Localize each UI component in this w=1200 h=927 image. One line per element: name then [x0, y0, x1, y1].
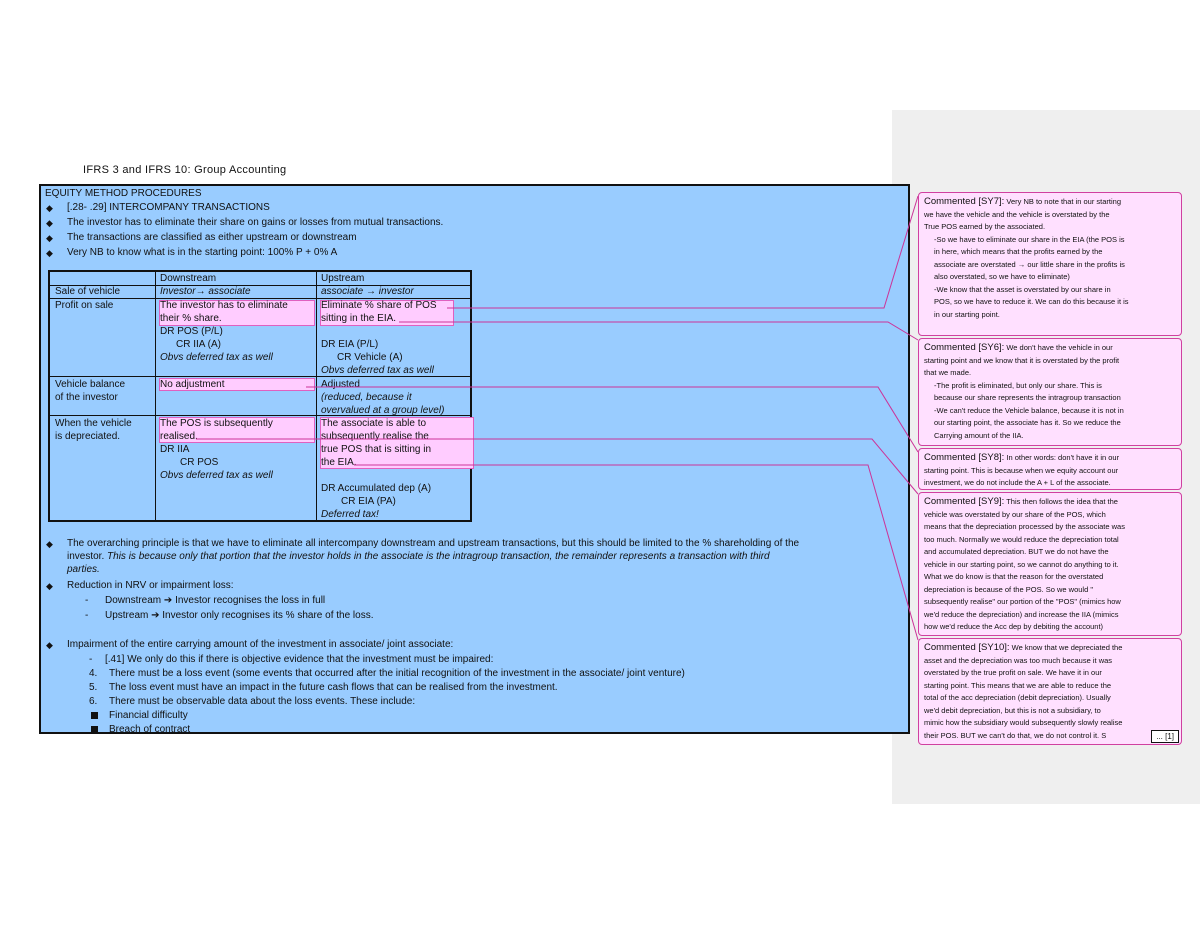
comment-text: too much. Normally we would reduce the depreciation total — [924, 534, 1119, 544]
balance-upstream: Adjusted — [321, 379, 360, 390]
row-label-sale: Sale of vehicle — [55, 286, 121, 297]
comment-text: our starting point, the associate has it. So we reduce the — [934, 418, 1121, 427]
comment-text: in here, which means that the profits earned by the — [934, 247, 1103, 256]
connector-line — [447, 196, 918, 308]
impairment-objective-evidence: [.41] We only do this if there is objective evidence that the investment must be impaired: — [105, 654, 494, 665]
comment-title: Commented [SY9]: — [924, 496, 1005, 507]
dash-marker: - — [85, 610, 89, 621]
depr-down-text: realised. — [160, 431, 198, 442]
depr-up-text: subsequently realise the — [321, 431, 429, 442]
impairment-sub-item: Breach of contract — [109, 724, 191, 735]
connector-line — [306, 387, 918, 452]
bullet-intercompany: [.28- .29] INTERCOMPANY TRANSACTIONS — [67, 202, 270, 213]
comment-text: we have the vehicle and the vehicle is overstated by the — [924, 209, 1110, 219]
comment-sy8[interactable] — [918, 448, 1182, 490]
comment-text: This then follows the idea that the — [1006, 497, 1118, 506]
list-number: 4. — [89, 668, 98, 679]
comment-sy6[interactable] — [918, 338, 1182, 446]
comment-text: that we made. — [924, 368, 972, 377]
connector-line — [354, 465, 918, 640]
bullet-icon: ◆ — [46, 203, 53, 213]
principle-line: investor. This is because only that portion that the investor holds in the associate is the intragroup transaction, the remainder represents a transaction with third — [67, 551, 770, 562]
depr-up-tax-note: Deferred tax! — [321, 509, 379, 520]
comment-sy10[interactable] — [918, 638, 1182, 745]
comment-text: overstated by the true profit on sale. We have it in our — [924, 668, 1102, 677]
comment-text: POS, so we have to reduce it. We can do this because it is — [934, 297, 1129, 306]
comment-text: -We can't reduce the Vehicle balance, because it is not in — [934, 405, 1124, 415]
sale-upstream: associate → investor — [321, 286, 414, 297]
comment-text: What we do know is that the reason for the overstated — [924, 572, 1104, 581]
list-number: 6. — [89, 696, 98, 707]
depr-down-journal-dr: DR IIA — [160, 444, 190, 455]
depr-down-tax-note: Obvs deferred tax as well — [160, 470, 273, 481]
connector-line — [399, 322, 918, 340]
nrv-upstream: Upstream ➔ Investor only recognises its % share of the loss. — [105, 610, 374, 621]
depr-up-text: the EIA. — [321, 457, 357, 468]
comment-text: mimic how the subsidiary would subsequently slowly realise — [924, 718, 1123, 727]
comment-text: in our starting point. — [934, 309, 1000, 319]
nrv-title: Reduction in NRV or impairment loss: — [67, 580, 234, 591]
bullet-icon: ◆ — [46, 640, 53, 650]
bullet-icon: ◆ — [46, 539, 53, 549]
comment-text: True POS earned by the associated. — [924, 222, 1046, 231]
row-label-balance: of the investor — [55, 392, 118, 403]
impairment-sub-item: Financial difficulty — [109, 710, 188, 721]
comment-text: and accumulated depreciation. BUT we do not have the — [924, 547, 1109, 556]
profit-down-journal-dr: DR POS (P/L) — [160, 326, 223, 337]
comment-title: Commented [SY10]: — [924, 642, 1010, 653]
page-header: IFRS 3 and IFRS 10: Group Accounting — [83, 164, 287, 176]
sale-downstream: Investor→ associate — [160, 286, 251, 297]
depr-up-text: true POS that is sitting in — [321, 444, 432, 455]
bullet-icon: ◆ — [46, 218, 53, 228]
impairment-observable-data: There must be observable data about the loss events. These include: — [109, 696, 416, 707]
comment-text: asset and the depreciation was too much because it was — [924, 655, 1113, 665]
profit-down-text: The investor has to eliminate — [160, 300, 288, 311]
dash-marker: - — [85, 595, 89, 606]
impairment-title: Impairment of the entire carrying amount of the investment in associate/ joint associate: — [67, 639, 454, 650]
bullet-icon: ◆ — [46, 581, 53, 591]
profit-up-text: Eliminate % share of POS — [321, 300, 437, 311]
depr-up-journal-dr: DR Accumulated dep (A) — [321, 483, 432, 494]
depr-up-journal-cr: CR EIA (PA) — [341, 496, 396, 507]
balance-upstream-note: (reduced, because it — [321, 392, 412, 403]
row-label-depreciation: is depreciated. — [55, 431, 121, 442]
comment-text: investment, we do not include the A + L of the associate. — [924, 478, 1111, 487]
row-label-balance: Vehicle balance — [55, 379, 126, 390]
bullet-starting-point: Very NB to know what is in the starting point: 100% P + 0% A — [67, 247, 338, 258]
more-comment-button[interactable]: ... [1] — [1151, 730, 1179, 743]
comment-text: we'd debit depreciation, but this is not a subsidiary, to — [924, 705, 1101, 715]
comment-text: We don't have the vehicle in our — [1006, 343, 1113, 352]
comment-sy9[interactable] — [918, 492, 1182, 636]
bullet-eliminate-share: The investor has to eliminate their share on gains or losses from mutual transactions. — [67, 217, 444, 228]
profit-down-journal-cr: CR IIA (A) — [176, 339, 222, 350]
comment-text: starting point. This is because when we equity account our — [924, 465, 1119, 475]
comment-title: Commented [SY8]: — [924, 452, 1005, 463]
comment-text: Carrying amount of the IIA. — [934, 430, 1024, 440]
comment-title: Commented [SY6]: — [924, 342, 1005, 353]
comment-text: -So we have to eliminate our share in the EIA (the POS is — [934, 234, 1125, 244]
bullet-classification: The transactions are classified as either upstream or downstream — [67, 232, 357, 243]
impairment-cash-flow: The loss event must have an impact in the future cash flows that can be realised from the investment. — [109, 682, 558, 693]
comment-text: vehicle was overstated by our share of the POS, which — [924, 509, 1106, 519]
balance-downstream: No adjustment — [160, 379, 225, 390]
comment-text: how we'd reduce the Acc dep by debiting the account) — [924, 622, 1104, 631]
depr-down-text: The POS is subsequently — [160, 418, 273, 429]
principle-line: The overarching principle is that we have to eliminate all intercompany downstream and upstream transactions, but this should be limited to the % shareholding of the — [67, 538, 800, 549]
comment-text: We know that we depreciated the — [1011, 643, 1123, 652]
row-label-depreciation: When the vehicle — [55, 418, 132, 429]
comment-text: total of the acc depreciation (debit depreciation). Usually — [924, 693, 1111, 702]
profit-down-tax-note: Obvs deferred tax as well — [160, 352, 273, 363]
col-header-downstream: Downstream — [160, 273, 217, 284]
profit-up-journal-cr: CR Vehicle (A) — [337, 352, 403, 363]
profit-down-text: their % share. — [160, 313, 222, 324]
comment-text: Very NB to note that in our starting — [1006, 197, 1122, 206]
depr-up-text: The associate is able to — [321, 418, 427, 429]
comment-text: also overstated, so we have to eliminate) — [934, 272, 1070, 281]
comment-sy7[interactable] — [918, 192, 1182, 336]
impairment-loss-event: There must be a loss event (some events that occurred after the initial recognition of the investment in the associate/ joint venture) — [109, 668, 685, 679]
section-heading: EQUITY METHOD PROCEDURES — [45, 188, 202, 199]
comment-text: starting point and we know that it is overstated by the profit — [924, 355, 1120, 365]
dash-marker: - — [89, 654, 93, 665]
profit-up-journal-dr: DR EIA (P/L) — [321, 339, 379, 350]
comment-text: starting point. This means that we are able to reduce the — [924, 680, 1112, 690]
col-header-upstream: Upstream — [321, 273, 365, 284]
comment-text: their POS. BUT we can't do that, we do not control it. S — [924, 730, 1107, 740]
bullet-icon: ◆ — [46, 233, 53, 243]
comment-text: -We know that the asset is overstated by our share in — [934, 284, 1111, 294]
comment-text: subsequently realise" our portion of the "POS" (mimics how — [924, 597, 1121, 606]
comment-text: -The profit is eliminated, but only our share. This is — [934, 380, 1102, 390]
list-number: 5. — [89, 682, 98, 693]
comment-text: we'd reduce the depreciation) and increase the IIA (mimics — [924, 609, 1119, 619]
comment-text: associate are overstated → our little share in the profits is — [934, 259, 1125, 269]
depr-down-journal-cr: CR POS — [180, 457, 219, 468]
comment-text: In other words: don't have it in our — [1006, 453, 1120, 462]
profit-up-tax-note: Obvs deferred tax as well — [321, 365, 434, 376]
balance-upstream-note: overvalued at a group level) — [321, 405, 445, 416]
profit-up-text: sitting in the EIA. — [321, 313, 397, 324]
comment-text: depreciation is because of the POS. So we would " — [924, 584, 1094, 594]
row-label-profit: Profit on sale — [55, 300, 114, 311]
bullet-icon: ◆ — [46, 248, 53, 258]
principle-line: parties. — [67, 564, 100, 575]
comment-text: means that the depreciation processed by the associate was — [924, 522, 1125, 531]
comment-text: vehicle in our starting point, so we cannot do anything to it. — [924, 559, 1119, 569]
comment-title: Commented [SY7]: — [924, 196, 1005, 207]
nrv-downstream: Downstream ➔ Investor recognises the loss in full — [105, 595, 326, 606]
comment-text: because our share represents the intragroup transaction — [934, 393, 1121, 402]
connector-line — [196, 439, 918, 494]
